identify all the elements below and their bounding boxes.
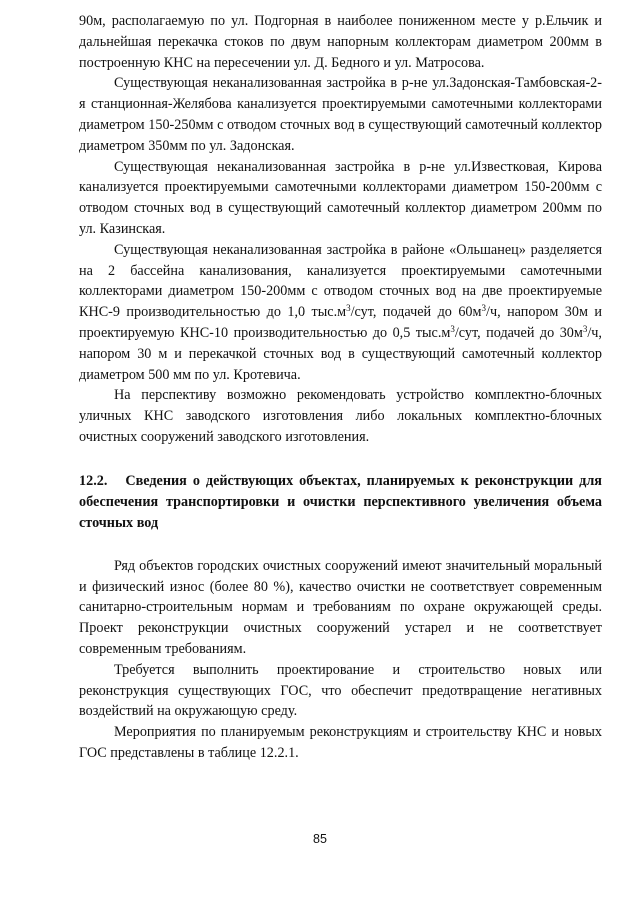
paragraph-olshanets-text-4: /сут, подачей до 30м <box>454 324 583 341</box>
paragraph-olshanets-text-2: /сут, подачей до 60м <box>350 304 482 321</box>
paragraph-olshanets-text-3: /ч, напором 30м и проектируемую КНС-10 производительностью до 0,5 тыс.м <box>79 304 602 341</box>
section-heading: 12.2. Сведения о действующих объектах, планируемых к реконструкции для обеспечения транспортировки и очистки перспективного увеличения объема сточных вод <box>79 472 602 531</box>
superscript-cubic-4: 3 <box>582 323 588 334</box>
superscript-cubic-2: 3 <box>481 303 486 314</box>
page-number: 85 <box>313 832 327 846</box>
paragraph-izvestkovaya-area: Существующая неканализованная застройка в р-не ул.Известковая, Кирова канализуется проектируемыми самотечными коллекторами диаметром 150-200мм с отводом сточных вод в существующий самотечный коллектор диаметром 200мм по ул. Казинская. <box>79 158 602 237</box>
paragraph-table-reference: Мероприятия по планируемым реконструкциям и строительству КНС и новых ГОС представлены в таблице 12.2.1. <box>79 724 602 761</box>
paragraph-olshanets-text-5: /ч, напором 30 м и перекачкой сточных вод в существующий самотечный коллектор диаметром 500 мм по ул. Кротевича. <box>79 324 602 383</box>
paragraph-olshanets-text-1: Существующая неканализованная застройка в районе «Ольшанец» разделяется на 2 бассейна канализования, канализуется проектируемыми самотечными коллекторами диаметром 150-200мм с отводом сточных вод на две проектируемые КНС-9 производительностью до 1,0 тыс.м <box>79 241 602 321</box>
superscript-cubic-1: 3 <box>346 303 351 314</box>
paragraph-design-required: Требуется выполнить проектирование и строительство новых или реконструкция существующих ГОС, что обеспечит предотвращение негативных воздействий на окружающую среду. <box>79 661 602 720</box>
spacer <box>79 534 602 556</box>
spacer <box>79 448 602 471</box>
paragraph-olshanets-area <box>79 240 602 386</box>
paragraph-perspective: На перспективу возможно рекомендовать устройство комплектно-блочных уличных КНС заводского изготовления либо локальных комплектно-блочных очистных сооружений заводского изготовления. <box>79 387 602 445</box>
document-page <box>79 11 602 764</box>
superscript-cubic-3: 3 <box>450 323 455 334</box>
paragraph-treatment-wear: Ряд объектов городских очистных сооружений имеют значительный моральный и физический износ (более 80 %), качество очистки не соответствует современным санитарно-строительным нормам и требованиям по охране окружающей среды. Проект реконструкции очистных сооружений устарел и не соответствует современным требованиям. <box>79 557 602 657</box>
paragraph-pumping-route: 90м, располагаемую по ул. Подгорная в наиболее пониженном месте у р.Ельчик и дальнейшая перекачка стоков по двум напорным коллекторам диаметром 200мм в построенную КНС на пересечении ул. Д. Бедного и ул. Матросова. <box>79 13 602 71</box>
paragraph-zadonskaya-area: Существующая неканализованная застройка в р-не ул.Задонская-Тамбовская-2-я станционная-Желябова канализуется проектируемыми самотечными коллекторами диаметром 150-250мм с отводом сточных вод в существующий самотечный коллектор диаметром 350мм по ул. Задонская. <box>79 75 602 154</box>
